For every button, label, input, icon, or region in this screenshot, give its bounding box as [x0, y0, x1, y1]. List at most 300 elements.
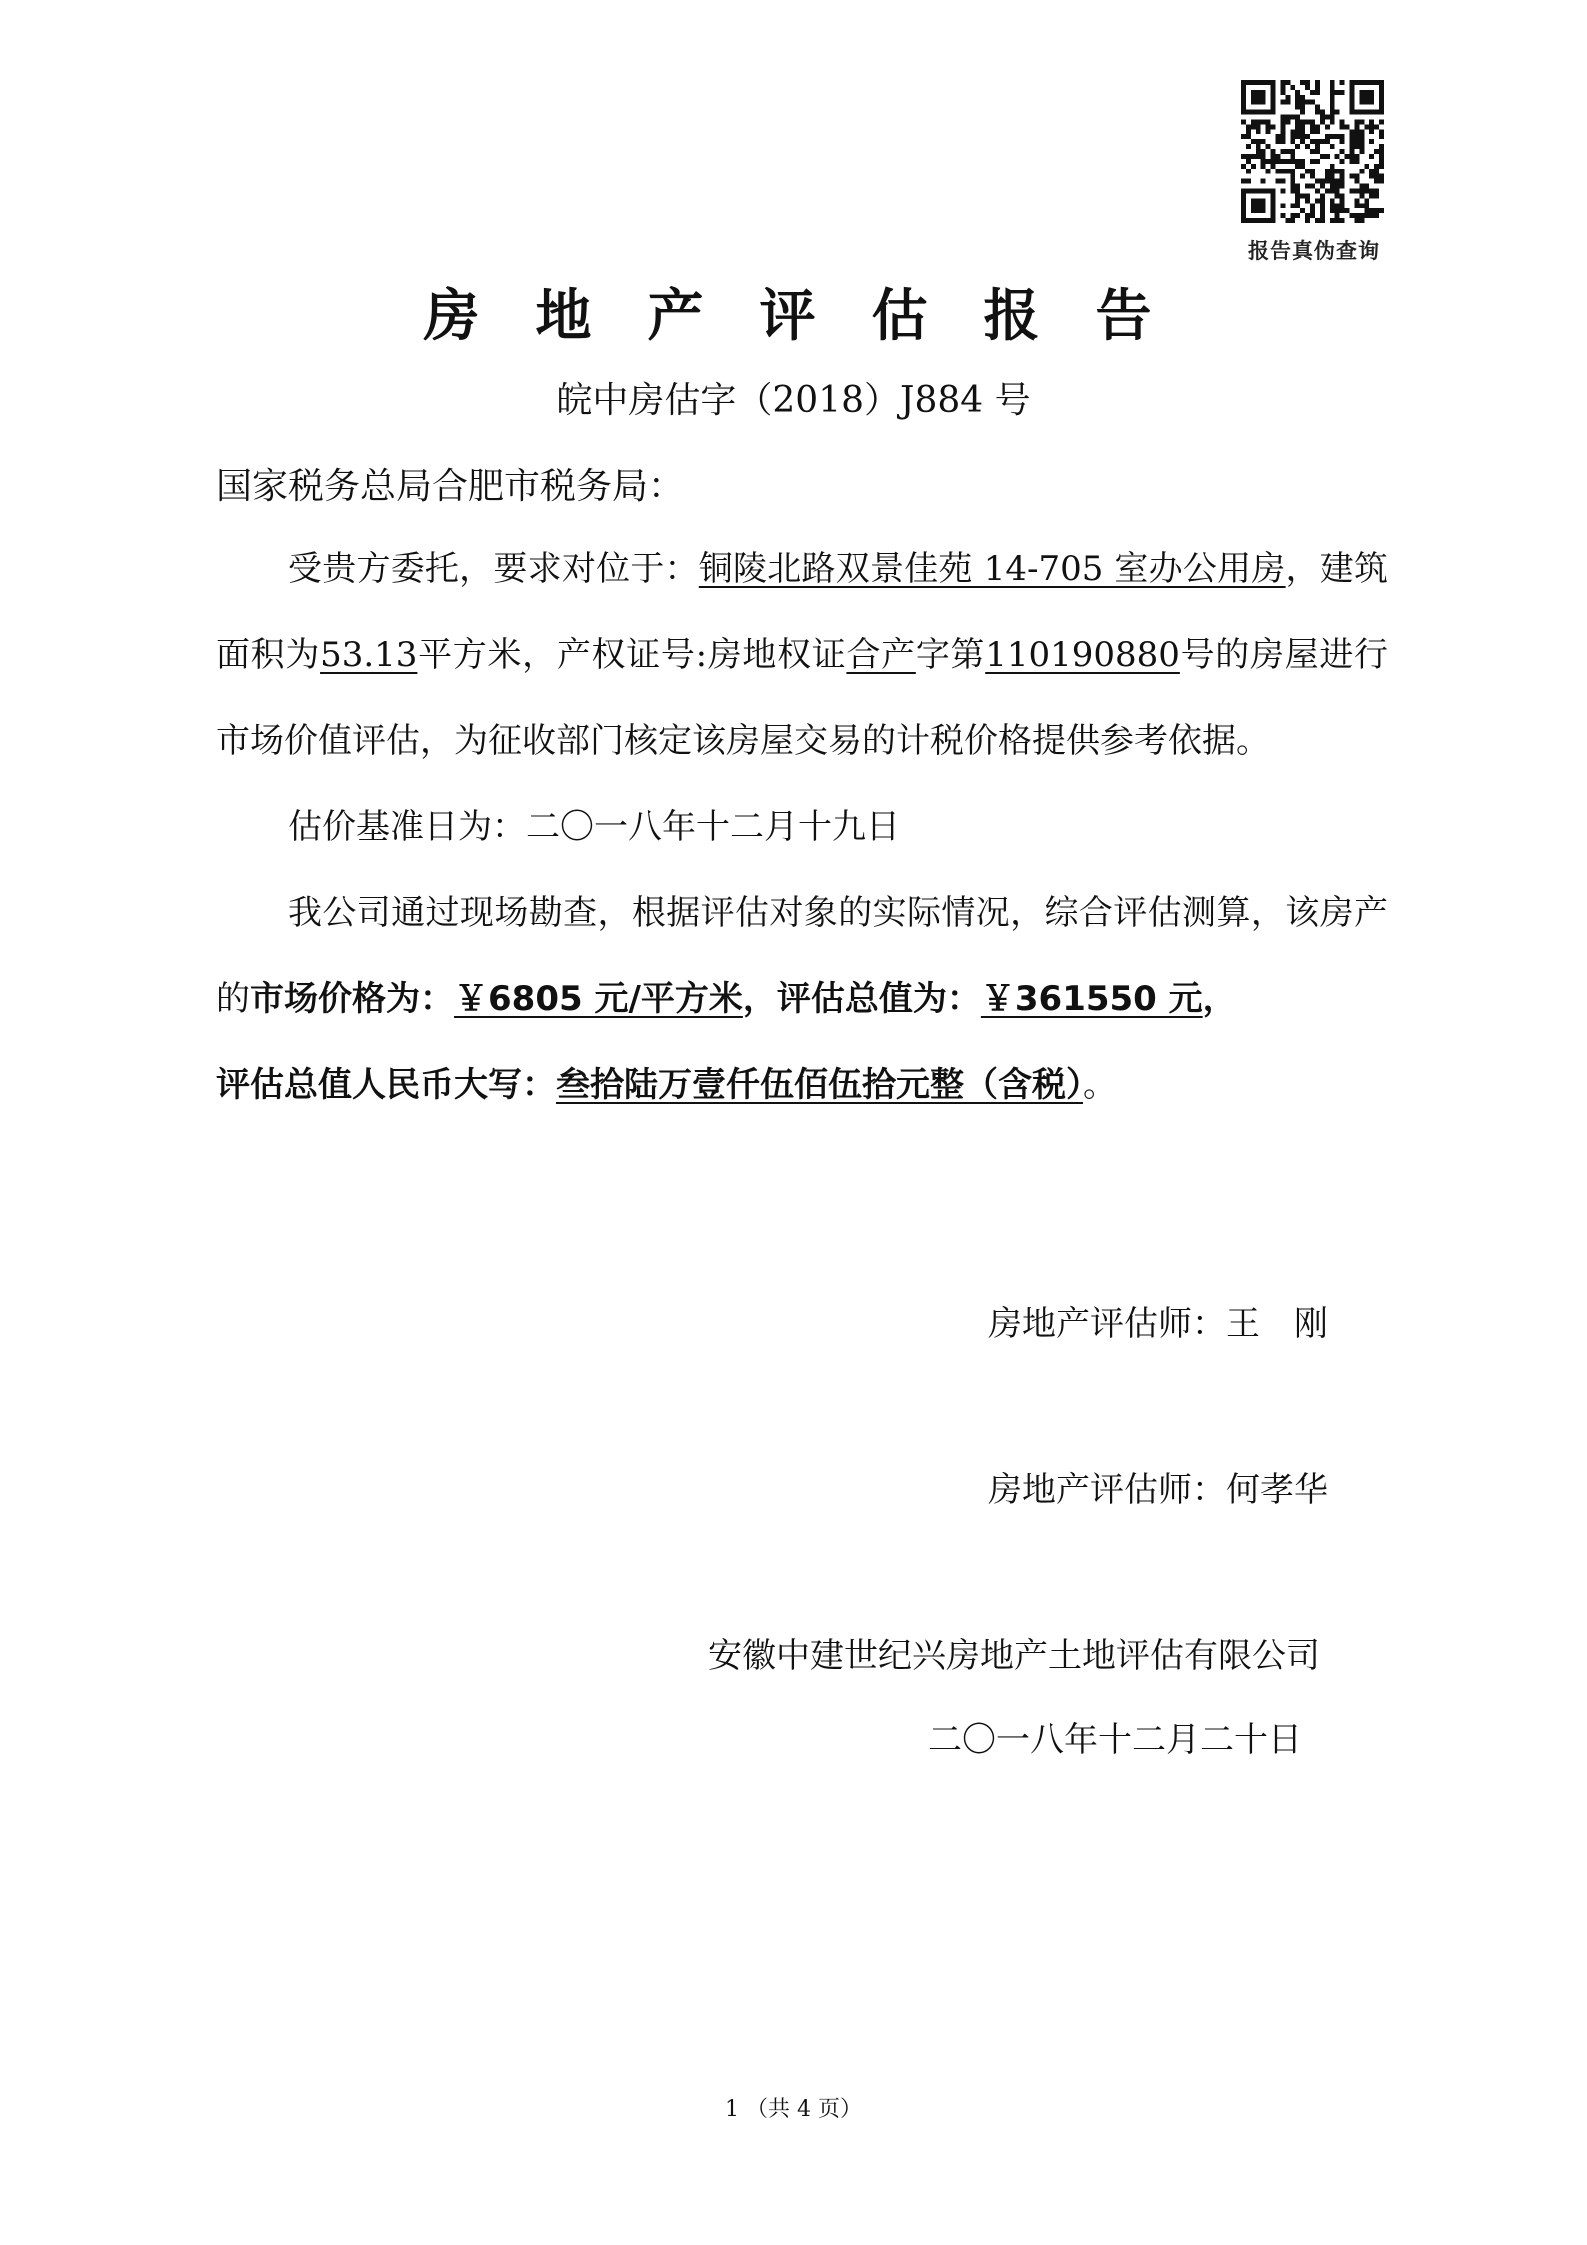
qr-module — [1310, 174, 1315, 179]
qr-module — [1359, 110, 1364, 115]
qr-module — [1285, 115, 1290, 120]
qr-module — [1330, 218, 1335, 223]
qr-module — [1340, 159, 1345, 164]
qr-module — [1330, 203, 1335, 208]
qr-module — [1379, 174, 1384, 179]
qr-module — [1276, 159, 1281, 164]
qr-module — [1256, 144, 1261, 149]
qr-module — [1285, 100, 1290, 105]
qr-module — [1310, 203, 1315, 208]
qr-module — [1325, 188, 1330, 193]
qr-module — [1374, 174, 1379, 179]
cert-middle: 字第 — [915, 635, 986, 675]
qr-module — [1349, 105, 1354, 110]
qr-module — [1295, 198, 1300, 203]
qr-module — [1241, 105, 1246, 110]
qr-module — [1261, 159, 1266, 164]
qr-module — [1359, 203, 1364, 208]
qr-module — [1364, 184, 1369, 189]
qr-module — [1280, 129, 1285, 134]
qr-module — [1280, 119, 1285, 124]
qr-module — [1379, 100, 1384, 105]
qr-module — [1300, 129, 1305, 134]
qr-module — [1271, 80, 1276, 85]
qr-module — [1261, 110, 1266, 115]
qr-module — [1280, 134, 1285, 139]
qr-module — [1271, 208, 1276, 213]
qr-module — [1330, 80, 1335, 85]
qr-module — [1271, 124, 1276, 129]
qr-module — [1246, 124, 1251, 129]
qr-module — [1251, 154, 1256, 159]
qr-module — [1379, 129, 1384, 134]
qr-module — [1280, 124, 1285, 129]
qr-module — [1300, 159, 1305, 164]
qr-module — [1285, 80, 1290, 85]
qr-module — [1340, 169, 1345, 174]
qr-module — [1305, 85, 1310, 90]
qr-module — [1330, 105, 1335, 110]
qr-module — [1276, 179, 1281, 184]
qr-module — [1271, 188, 1276, 193]
qr-module — [1354, 218, 1359, 223]
appraiser-2-label: 房地产评估师： — [988, 1470, 1226, 1510]
qr-module — [1364, 213, 1369, 218]
qr-module — [1300, 193, 1305, 198]
page-number: 1 （共 4 页） — [725, 2097, 862, 2122]
qr-module — [1330, 184, 1335, 189]
qr-module — [1256, 95, 1261, 100]
qr-module — [1295, 124, 1300, 129]
qr-module — [1315, 129, 1320, 134]
qr-module — [1276, 134, 1281, 139]
qr-module — [1320, 184, 1325, 189]
qr-module — [1335, 188, 1340, 193]
qr-module — [1261, 80, 1266, 85]
qr-module — [1379, 85, 1384, 90]
qr-module — [1300, 164, 1305, 169]
qr-module — [1359, 218, 1364, 223]
qr-module — [1256, 198, 1261, 203]
qr-module — [1300, 119, 1305, 124]
qr-module — [1305, 193, 1310, 198]
qr-module — [1379, 159, 1384, 164]
qr-module — [1280, 149, 1285, 154]
qr-module — [1266, 144, 1271, 149]
qr-module — [1305, 213, 1310, 218]
building-area: 53.13 — [320, 635, 418, 675]
qr-module — [1300, 105, 1305, 110]
qr-module — [1290, 129, 1295, 134]
qr-module — [1271, 203, 1276, 208]
qr-module — [1295, 119, 1300, 124]
qr-module — [1354, 134, 1359, 139]
qr-module — [1315, 105, 1320, 110]
qr-module — [1325, 134, 1330, 139]
qr-module — [1364, 188, 1369, 193]
qr-module — [1285, 218, 1290, 223]
qr-module — [1354, 174, 1359, 179]
qr-module — [1349, 129, 1354, 134]
qr-module — [1241, 218, 1246, 223]
qr-module — [1261, 100, 1266, 105]
qr-module — [1349, 110, 1354, 115]
qr-module — [1266, 159, 1271, 164]
qr-module — [1261, 188, 1266, 193]
qr-module — [1349, 85, 1354, 90]
qr-module — [1315, 144, 1320, 149]
qr-module — [1271, 193, 1276, 198]
qr-module — [1340, 203, 1345, 208]
qr-module — [1315, 179, 1320, 184]
qr-module — [1241, 154, 1246, 159]
qr-module — [1246, 129, 1251, 134]
qr-module — [1349, 100, 1354, 105]
qr-module — [1310, 213, 1315, 218]
qr-module — [1310, 100, 1315, 105]
qr-module — [1300, 208, 1305, 213]
qr-module — [1241, 80, 1246, 85]
qr-module — [1325, 154, 1330, 159]
qr-module — [1354, 129, 1359, 134]
qr-module — [1280, 179, 1285, 184]
cert-number: 110190880 — [985, 635, 1180, 675]
amount-words-label: 评估总值人民币大写： — [216, 1065, 556, 1105]
qr-module — [1340, 218, 1345, 223]
qr-module — [1300, 95, 1305, 100]
qr-module — [1246, 218, 1251, 223]
appraiser-2 — [988, 1462, 1328, 1511]
appraiser-1-name: 王 刚 — [1226, 1304, 1328, 1344]
qr-module — [1374, 188, 1379, 193]
qr-module — [1359, 100, 1364, 105]
qr-module — [1280, 100, 1285, 105]
qr-module — [1364, 95, 1369, 100]
qr-module — [1271, 149, 1276, 154]
qr-module — [1330, 144, 1335, 149]
qr-module — [1315, 139, 1320, 144]
qr-module — [1369, 139, 1374, 144]
paragraph-commission — [216, 526, 1388, 784]
qr-module — [1285, 149, 1290, 154]
qr-module — [1280, 85, 1285, 90]
qr-module — [1271, 110, 1276, 115]
paragraph-result — [216, 870, 1388, 1042]
qr-module — [1251, 80, 1256, 85]
qr-module — [1251, 164, 1256, 169]
qr-module — [1300, 139, 1305, 144]
report-body — [216, 526, 1388, 1128]
report-title: 房地产评估报告 — [423, 284, 1208, 349]
qr-module — [1379, 119, 1384, 124]
qr-module — [1315, 159, 1320, 164]
qr-module — [1359, 169, 1364, 174]
qr-module — [1320, 115, 1325, 120]
qr-module — [1251, 119, 1256, 124]
qr-module — [1364, 164, 1369, 169]
qr-module — [1256, 100, 1261, 105]
qr-module — [1369, 100, 1374, 105]
qr-module — [1241, 110, 1246, 115]
qr-module — [1340, 198, 1345, 203]
qr-module — [1379, 80, 1384, 85]
qr-module — [1280, 139, 1285, 144]
qr-module — [1364, 198, 1369, 203]
qr-module — [1325, 169, 1330, 174]
qr-module — [1364, 203, 1369, 208]
qr-module — [1320, 208, 1325, 213]
qr-module — [1295, 184, 1300, 189]
qr-module — [1305, 218, 1310, 223]
qr-module — [1310, 184, 1315, 189]
qr-module — [1256, 80, 1261, 85]
addressee: 国家税务总局合肥市税务局： — [216, 466, 685, 507]
qr-module — [1310, 149, 1315, 154]
qr-module — [1261, 149, 1266, 154]
qr-module — [1290, 154, 1295, 159]
qr-module — [1374, 164, 1379, 169]
qr-module — [1280, 188, 1285, 193]
qr-module — [1369, 129, 1374, 134]
qr-module — [1325, 174, 1330, 179]
qr-module — [1354, 159, 1359, 164]
qr-module — [1330, 164, 1335, 169]
qr-module — [1369, 95, 1374, 100]
qr-module — [1290, 188, 1295, 193]
qr-module — [1246, 154, 1251, 159]
qr-module — [1241, 164, 1246, 169]
qr-module — [1359, 139, 1364, 144]
qr-module — [1261, 95, 1266, 100]
amount-words-end: 。 — [1083, 1065, 1117, 1105]
qr-module — [1295, 105, 1300, 110]
qr-module — [1369, 188, 1374, 193]
qr-module — [1320, 198, 1325, 203]
qr-module — [1256, 90, 1261, 95]
qr-module — [1305, 134, 1310, 139]
qr-module — [1280, 159, 1285, 164]
qr-module — [1349, 90, 1354, 95]
qr-module — [1290, 85, 1295, 90]
qr-module — [1295, 164, 1300, 169]
qr-module — [1251, 110, 1256, 115]
qr-module — [1359, 90, 1364, 95]
qr-module — [1261, 119, 1266, 124]
qr-module — [1305, 80, 1310, 85]
qr-module — [1261, 164, 1266, 169]
qr-module — [1374, 213, 1379, 218]
qr-module — [1330, 208, 1335, 213]
paragraph-amount-words — [216, 1042, 1388, 1128]
qr-module — [1315, 149, 1320, 154]
qr-module — [1359, 188, 1364, 193]
qr-module — [1251, 208, 1256, 213]
qr-module — [1310, 129, 1315, 134]
qr-module — [1305, 100, 1310, 105]
qr-module — [1261, 208, 1266, 213]
result-comma: ， — [1202, 979, 1237, 1019]
qr-module — [1374, 110, 1379, 115]
qr-module — [1271, 95, 1276, 100]
qr-module — [1246, 188, 1251, 193]
qr-module — [1251, 198, 1256, 203]
qr-module — [1359, 149, 1364, 154]
qr-module — [1369, 110, 1374, 115]
qr-module — [1241, 213, 1246, 218]
qr-module — [1320, 218, 1325, 223]
qr-module — [1295, 144, 1300, 149]
qr-module — [1290, 149, 1295, 154]
qr-module — [1295, 115, 1300, 120]
qr-module — [1315, 85, 1320, 90]
qr-module — [1349, 149, 1354, 154]
qr-module — [1315, 124, 1320, 129]
qr-module — [1241, 188, 1246, 193]
qr-module — [1359, 193, 1364, 198]
qr-module — [1369, 208, 1374, 213]
qr-module — [1256, 208, 1261, 213]
qr-module — [1364, 124, 1369, 129]
qr-module — [1271, 198, 1276, 203]
qr-module — [1364, 90, 1369, 95]
qr-module — [1359, 80, 1364, 85]
qr-module — [1276, 169, 1281, 174]
qr-module — [1325, 115, 1330, 120]
qr-module — [1295, 134, 1300, 139]
qr-module — [1374, 193, 1379, 198]
qr-module — [1241, 85, 1246, 90]
qr-module — [1335, 179, 1340, 184]
qr-module — [1364, 110, 1369, 115]
qr-module — [1261, 179, 1266, 184]
qr-module — [1300, 134, 1305, 139]
qr-module — [1256, 203, 1261, 208]
qr-module — [1340, 174, 1345, 179]
qr-module — [1290, 169, 1295, 174]
company-name: 安徽中建世纪兴房地产土地评估有限公司 — [708, 1636, 1320, 1676]
qr-module — [1271, 100, 1276, 105]
qr-module — [1271, 218, 1276, 223]
qr-module — [1335, 169, 1340, 174]
qr-module — [1266, 119, 1271, 124]
qr-module — [1295, 90, 1300, 95]
qr-module — [1246, 179, 1251, 184]
qr-module — [1310, 139, 1315, 144]
qr-module — [1340, 179, 1345, 184]
qr-module — [1290, 159, 1295, 164]
qr-module — [1330, 115, 1335, 120]
qr-module — [1241, 203, 1246, 208]
qr-module — [1261, 154, 1266, 159]
qr-module — [1379, 149, 1384, 154]
qr-module — [1379, 179, 1384, 184]
qr-module — [1251, 139, 1256, 144]
qr-module — [1266, 124, 1271, 129]
qr-module — [1330, 100, 1335, 105]
qr-module — [1246, 159, 1251, 164]
qr-module — [1290, 203, 1295, 208]
qr-module — [1241, 95, 1246, 100]
qr-module — [1280, 203, 1285, 208]
commission-prefix: 受贵方委托，要求对位于： — [288, 549, 699, 589]
cert-label: 平方米，产权证号:房地权证 — [417, 635, 847, 675]
qr-module — [1300, 80, 1305, 85]
qr-module — [1335, 193, 1340, 198]
qr-module — [1280, 169, 1285, 174]
qr-module — [1330, 134, 1335, 139]
qr-module — [1241, 119, 1246, 124]
qr-module — [1295, 203, 1300, 208]
qr-module — [1379, 95, 1384, 100]
amount-words-value: 叁拾陆万壹仟伍佰伍拾元整（含税） — [556, 1065, 1083, 1105]
qr-module — [1340, 119, 1345, 124]
qr-module — [1330, 179, 1335, 184]
qr-module — [1266, 110, 1271, 115]
qr-module — [1276, 139, 1281, 144]
qr-module — [1261, 90, 1266, 95]
qr-module — [1340, 134, 1345, 139]
qr-module — [1340, 149, 1345, 154]
qr-module — [1359, 129, 1364, 134]
qr-module — [1335, 134, 1340, 139]
qr-module — [1310, 124, 1315, 129]
qr-module — [1330, 198, 1335, 203]
qr-module — [1256, 119, 1261, 124]
qr-module — [1354, 213, 1359, 218]
qr-module — [1320, 203, 1325, 208]
qr-module — [1340, 90, 1345, 95]
qr-module — [1241, 90, 1246, 95]
cert-city: 合产 — [846, 635, 916, 675]
qr-module — [1241, 193, 1246, 198]
qr-module — [1246, 134, 1251, 139]
qr-module — [1315, 218, 1320, 223]
qr-module — [1359, 95, 1364, 100]
qr-module — [1379, 208, 1384, 213]
qr-caption: 报告真伪查询 — [1248, 239, 1380, 263]
qr-module — [1285, 169, 1290, 174]
qr-module — [1261, 139, 1266, 144]
qr-module — [1310, 169, 1315, 174]
qr-module — [1305, 198, 1310, 203]
qr-module — [1349, 95, 1354, 100]
qr-module — [1320, 110, 1325, 115]
qr-module — [1246, 80, 1251, 85]
qr-module — [1246, 144, 1251, 149]
qr-module — [1359, 119, 1364, 124]
qr-module — [1300, 100, 1305, 105]
qr-module — [1369, 169, 1374, 174]
qr-module — [1335, 213, 1340, 218]
report-date: 二〇一八年十二月二十日 — [928, 1720, 1302, 1760]
qr-module — [1379, 90, 1384, 95]
qr-module — [1295, 213, 1300, 218]
qr-module — [1256, 124, 1261, 129]
qr-module — [1354, 139, 1359, 144]
qr-module — [1295, 129, 1300, 134]
qr-module — [1340, 80, 1345, 85]
qr-module — [1354, 154, 1359, 159]
qr-module — [1256, 110, 1261, 115]
qr-module — [1354, 203, 1359, 208]
qr-module — [1340, 184, 1345, 189]
qr-module — [1320, 154, 1325, 159]
commission-suffix: 号的房屋进行市场价值评估，为征收部门核定该房屋交易的计税价格提供参考依据。 — [216, 635, 1389, 761]
qr-code-image[interactable] — [1241, 80, 1384, 223]
qr-module — [1359, 213, 1364, 218]
qr-module — [1379, 110, 1384, 115]
qr-module — [1379, 164, 1384, 169]
